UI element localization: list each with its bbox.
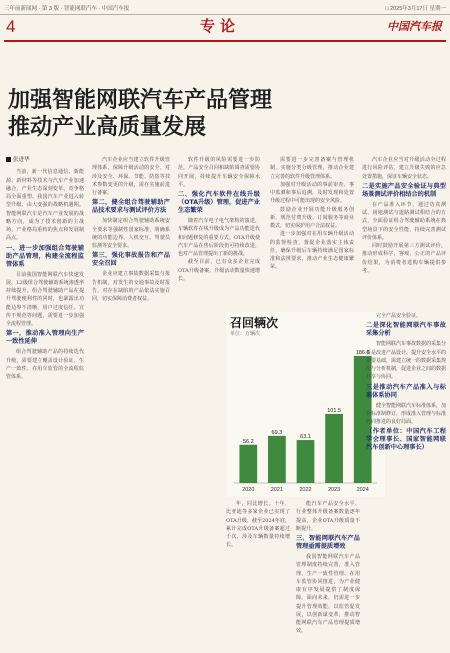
recall-bar-chart [226,312,385,497]
x-tick-label: 2024 [356,487,369,493]
x-tick-label: 2020 [242,487,255,493]
x-tick-label: 2022 [299,487,312,493]
author-byline [6,156,84,164]
paragraph: 智能网联汽车事故数据的采集分析是改进产品设计、提升安全水平的重要基础，需建立统一的数据采集规范与分析机制，促进企业之间的数据共享与协同。 [366,341,446,381]
page-header [0,14,450,40]
subheading: 三、智能网联汽车产品管理亟需提质增效 [296,535,360,550]
header-divider [4,40,446,42]
bar-2022 [297,440,315,483]
paragraph: 汽车企业应当对升级活动全过程进行风险评估，建立升级失败的应急处置措施，保证车辆安全状态。 [362,157,446,180]
paragraph: 鼓励企业开展功能升级服务创新，规范付费升级、订阅服务等商业模式，切实保护用户合法权益。 [270,206,354,229]
author-affiliation: （作者单位：中国汽车工程学会理事长、国家智能网联汽车创新中心理事长） [366,428,446,452]
article-column-lower-1 [226,500,290,648]
chart-title: 召回辆次 [230,316,279,330]
article-column-4 [270,156,354,306]
subheading: 二是深化智能网联汽车事故采集分析 [366,322,446,338]
paragraph: 当前，新一代信息通信、新能源、新材料等技术与汽车产业加速融合，产业生态深刻变革，竞争格局全面重塑，我国汽车产业进入转型升级、由大变强的战略机遇期。智能网联汽车是汽车产业发展的战略方向，成为了技术创新的主战场，产业格局重构的焦点和发展制高点。 [6,169,84,242]
article-column-2 [92,156,170,646]
bar-2021 [268,436,286,483]
paragraph: 截至目前，已有众多企业完成OTA升级备案，升级活动数量快速增长。 [178,259,260,282]
paragraph: 需要进一步完善备案与管理机制，实施分类分级管理，推动企业建立完善的软件升级管理体系。 [270,157,354,180]
subheading: 三是推动汽车产品准入与标准体系协同 [366,383,446,399]
paragraph: 加快制定组合驾驶辅助系统安全要求等强制性国家标准，明确系统的功能边界、人机交互、驾驶员监测等安全要求。 [92,218,170,249]
subheading: 第一，推动准入管理向生产一致性延伸 [6,330,84,346]
paragraph: 同时鼓励开展第三方测试评价，推动形成科学、客观、公正的产品评价结果，为消费者选购车辆提供参考。 [362,243,446,274]
subheading: 二是实施产品安全验证与典型场景测试评价相结合的机制 [362,182,446,198]
author-marker-icon [6,157,11,162]
headline-line-1: 加强智能网联汽车产品管理 [8,88,273,113]
section-title: 专论 [200,17,241,35]
subheading: 二、强化汽车软件在线升级（OTA升级）管理，促进产业生态繁荣 [178,191,260,214]
x-tick-label: 2021 [270,487,284,493]
paragraph: 我国智能网联汽车产品管理制度持续完善，准入管理、生产一致性管理、在用车监管协同推进，为产业健康有序发展提供了制度保障。面向未来，仍需进一步提升管理效能，以监管促发展，以创新谋变革，推动智能网联汽车产品管理提质增效。 [296,554,360,635]
subheading: 一、进一步加强组合驾驶辅助产品管理，构建全流程监管体系 [6,244,84,268]
bar-value-label: 69.3 [271,429,283,436]
paragraph: 完全产品安全验证。 [376,313,422,319]
paragraph: 随着汽车电子电气架构的演进，车辆软件在线升级成为产品功能迭代和问题修复的重要方式。OTA升级使汽车产品在售后阶段仍可持续改进，也对产品管理提出了新的挑战。 [178,218,260,257]
bar-value-label: 56.2 [242,438,254,445]
article-column-1 [6,156,84,646]
subheading: 第二，健全组合驾驶辅助产品技术要求与测试评价方法 [92,199,170,215]
paragraph: 能汽车产品安全水平，行业整体升级备案数量逐年提高，企业OTA升级质量不断提升。 [296,501,360,532]
article-column-5 [362,156,446,306]
article-column-lower-2 [296,500,360,648]
topbar-left-text: 三年前新闻网 · 第 3 版 · 智能网联汽车 · 中国汽车报 [4,6,130,12]
paragraph: 软件升级的风险需要进一步防范。产品安全召回和缺陷调查需要协同开展，持续提升车辆安全保障水平。 [178,157,260,188]
paragraph: 汽车企业应当建立软件升级管理体系，保障升级活动的安全，对涉及安全、环保、节能、防盗等技术参数变更的升级，需在实施前进行备案。 [92,157,170,196]
bar-value-label: 63.1 [300,434,311,441]
article-column-lower-3 [366,312,446,648]
newspaper-top-bar [0,0,450,15]
paragraph: 在产品准入环节，通过仿真测试、场地测试与道路测试相结合的方式，全面验证组合驾驶辅助系统在典型场景下的安全性能，持续完善测试评价体系。 [362,201,446,241]
bar-value-label: 101.5 [327,407,341,414]
chart-plot [226,312,385,497]
subheading: 第三，强化事故报告和产品安全召回 [92,252,170,268]
page-number: 4 [6,17,16,36]
headline-line-2: 推动产业高质量发展 [8,115,207,140]
paragraph: 企业应建立事故数据采集与报告机制，对发生的交通事故及时报告，对存在缺陷的产品依法实施召回，切实保障消费者权益。 [92,271,170,302]
bar-2023 [325,414,343,483]
paragraph: 健全智能网联汽车标准体系，加快标准制修订，形成准入管理与标准协同推进的良好局面。 [366,402,446,425]
paragraph: 组合驾驶辅助产品的持续迭代升级，需要建立覆盖设计验证、生产一致性、在用车监管的全流程监管体系。 [6,349,84,380]
chart-unit-label: 单位：万辆次 [230,331,261,337]
topbar-date: □ 2025年3月17日 星期一 [385,6,446,12]
bar-2020 [239,445,257,483]
paragraph: 进一步加强对在用车辆升级活动的监督检查，督促企业落实主体责任，确保升级后车辆持续满足国家标准和法规要求，推动产业生态健康繁荣。 [270,231,354,271]
article-column-3 [178,156,260,306]
paragraph: 年，同比增长。十年，比亚迪等多家企业已实现了OTA升级，截至2024年底，累计完成OTA升级备案超过千次，涉及车辆数量持续增长。 [226,501,290,549]
brand-logo: 中国汽车报 [387,20,442,33]
x-tick-label: 2023 [327,487,341,493]
author-name: 张进华 [13,157,30,163]
bar-value-label: 186.6 [355,350,370,356]
paragraph: 目前我国智能网联汽车快速发展，L2级组合驾驶辅助系统渗透率持续提升。组合驾驶辅助产品在提升驾驶便利性的同时，也暴露出功能边界不清晰、用户过度信任、宣传不规范等问题，需要进一步加强全流程管理。 [6,271,84,327]
paragraph: 加强对升级活动的事前审查、事中监测和事后追溯，及时发现和处置升级过程中可能出现的安全风险。 [270,181,354,205]
